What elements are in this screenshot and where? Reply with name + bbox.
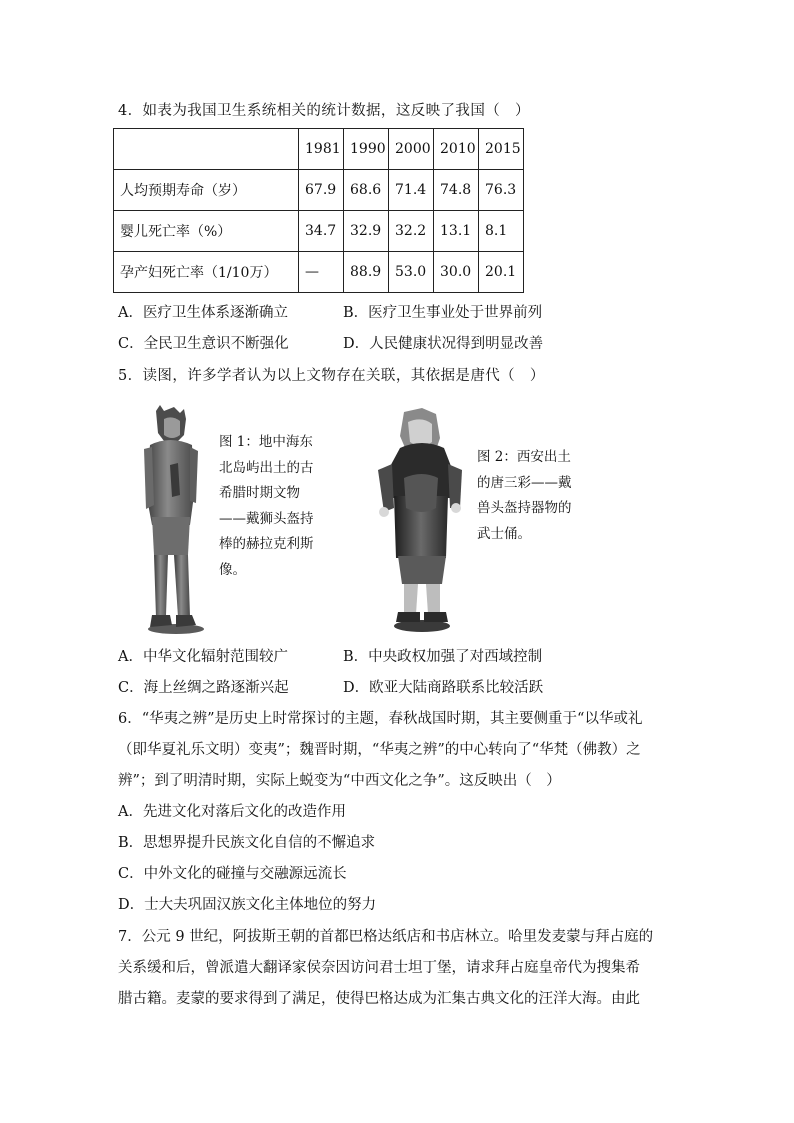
table-cell: 74.8 xyxy=(434,170,479,211)
table-cell: 68.6 xyxy=(344,170,389,211)
table-cell: 20.1 xyxy=(479,252,524,293)
q4-option-b[interactable]: B．医疗卫生事业处于世界前列 xyxy=(343,305,543,321)
q4-option-c[interactable]: C．全民卫生意识不断强化 xyxy=(118,336,289,352)
row-label: 孕产妇死亡率（1/10万） xyxy=(114,252,299,293)
q5-option-b[interactable]: B．中央政权加强了对西域控制 xyxy=(343,649,543,665)
question-4-stem: 4．如表为我国卫生系统相关的统计数据，这反映了我国（ ） xyxy=(118,103,530,119)
year-header: 2010 xyxy=(434,129,479,170)
table-cell: 13.1 xyxy=(434,211,479,252)
q6-option-b[interactable]: B．思想界提升民族文化自信的不懈追求 xyxy=(118,835,376,851)
table-row xyxy=(114,211,524,252)
row-label: 婴儿死亡率（%） xyxy=(114,211,299,252)
question-6-stem-line: 6．“华夷之辨”是历史上时常探讨的主题，春秋战国时期，其主要侧重于“以华或礼 xyxy=(118,711,643,727)
question-5-stem: 5．读图，许多学者认为以上文物存在关联，其依据是唐代（ ） xyxy=(118,368,545,384)
table-cell: 30.0 xyxy=(434,252,479,293)
year-header: 2015 xyxy=(479,129,524,170)
q5-option-a[interactable]: A．中华文化辐射范围较广 xyxy=(118,649,288,665)
row-label: 人均预期寿命（岁） xyxy=(114,170,299,211)
table-cell: 88.9 xyxy=(344,252,389,293)
q6-option-a[interactable]: A．先进文化对落后文化的改造作用 xyxy=(118,804,346,820)
table-cell: 8.1 xyxy=(479,211,524,252)
table-cell: 71.4 xyxy=(389,170,434,211)
year-header: 1981 xyxy=(299,129,344,170)
q6-option-c[interactable]: C．中外文化的碰撞与交融源远流长 xyxy=(118,866,347,882)
q5-option-d[interactable]: D．欧亚大陆商路联系比较活跃 xyxy=(343,680,544,696)
question-6-stem-line: （即华夏礼乐文明）变夷”；魏晋时期，“华夷之辨”的中心转向了“华梵（佛教）之 xyxy=(118,742,641,758)
table-cell: 32.9 xyxy=(344,211,389,252)
q6-option-d[interactable]: D．士大夫巩固汉族文化主体地位的努力 xyxy=(118,897,377,913)
table-cell: 32.2 xyxy=(389,211,434,252)
table-header-row xyxy=(114,129,524,170)
figure-1-caption: 图 1：地中海东北岛屿出土的古希腊时期文物——戴狮头盔持棒的赫拉克利斯像。 xyxy=(219,434,314,578)
question-7-stem-line: 7．公元 9 世纪，阿拔斯王朝的首都巴格达纸店和书店林立。哈里发麦蒙与拜占庭的 xyxy=(118,929,654,945)
question-7-stem-line: 关系缓和后，曾派遣大翻译家侯奈因访问君士坦丁堡，请求拜占庭皇帝代为搜集希 xyxy=(118,960,640,976)
tang-warrior-figurine-image xyxy=(370,408,470,633)
q4-option-d[interactable]: D．人民健康状况得到明显改善 xyxy=(343,336,544,352)
health-statistics-table xyxy=(113,128,524,293)
table-cell: 76.3 xyxy=(479,170,524,211)
figure-2-caption: 图 2：西安出土的唐三彩——戴兽头盔持器物的武士俑。 xyxy=(477,449,572,542)
heracles-statue-image xyxy=(130,405,206,635)
table-row xyxy=(114,252,524,293)
table-cell: — xyxy=(299,252,344,293)
year-header: 2000 xyxy=(389,129,434,170)
table-cell: 34.7 xyxy=(299,211,344,252)
table-corner-cell xyxy=(114,129,299,170)
year-header: 1990 xyxy=(344,129,389,170)
question-6-stem-line: 辨”；到了明清时期，实际上蜕变为“中西文化之争”。这反映出（ ） xyxy=(118,773,561,789)
table-cell: 53.0 xyxy=(389,252,434,293)
q4-option-a[interactable]: A．医疗卫生体系逐渐确立 xyxy=(118,305,288,321)
q5-option-c[interactable]: C．海上丝绸之路逐渐兴起 xyxy=(118,680,289,696)
question-7-stem-line: 腊古籍。麦蒙的要求得到了满足，使得巴格达成为汇集古典文化的汪洋大海。由此 xyxy=(118,991,640,1007)
table-row xyxy=(114,170,524,211)
table-cell: 67.9 xyxy=(299,170,344,211)
